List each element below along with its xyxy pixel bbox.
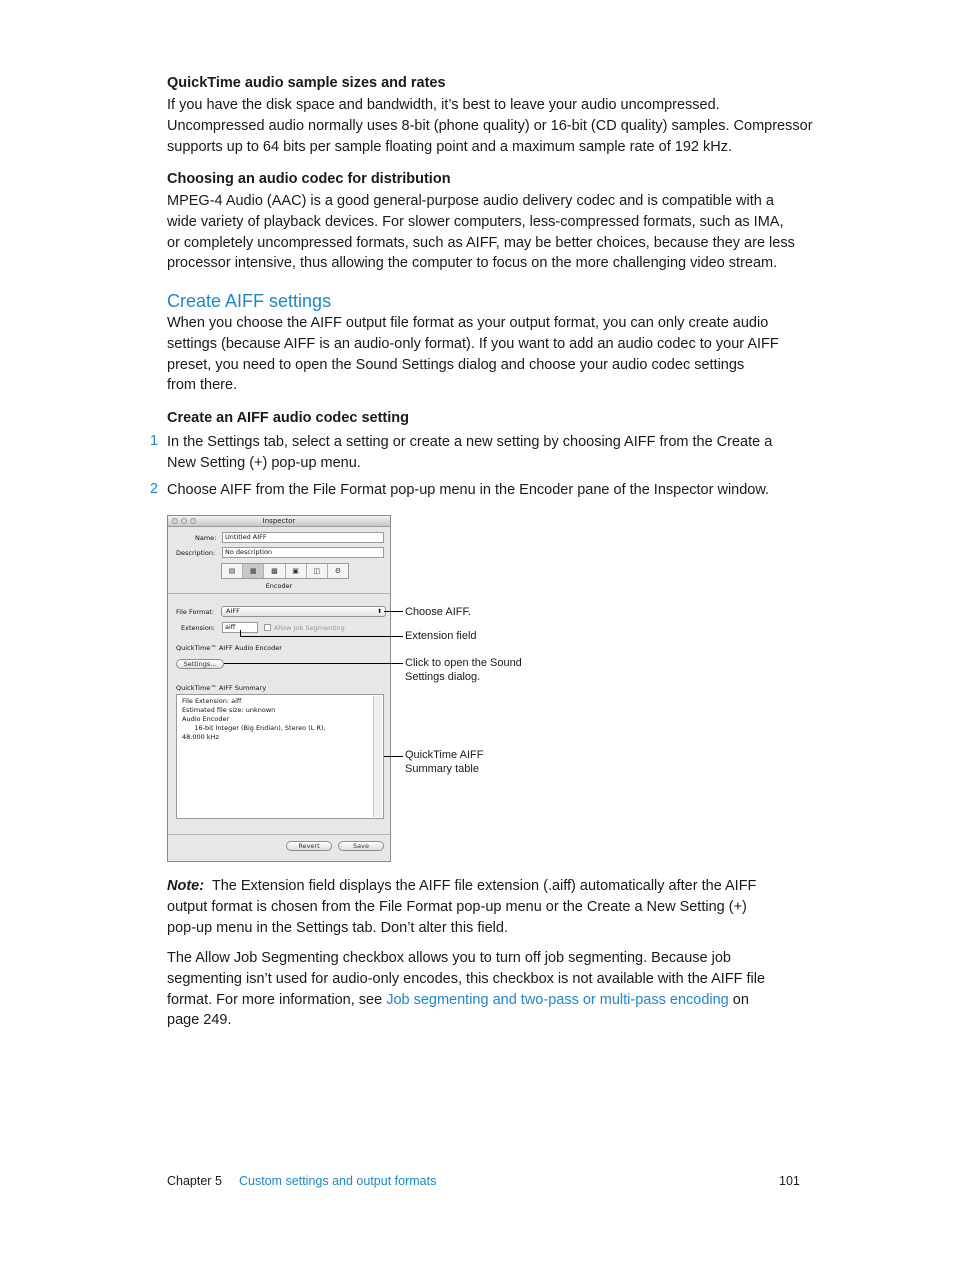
extension-label: Extension: (181, 624, 216, 632)
section-heading-audio-codec: Choosing an audio codec for distribution (167, 171, 451, 187)
save-button[interactable]: Save (338, 841, 384, 851)
callout-line-text: Settings dialog. (405, 671, 481, 683)
text-line (167, 990, 765, 1011)
revert-button[interactable]: Revert (286, 841, 332, 851)
file-format-value: AIFF (226, 607, 240, 615)
text-line: New Setting (+) pop-up menu. (167, 454, 361, 471)
procedure-heading: Create an AIFF audio codec setting (167, 410, 409, 426)
step-text: Choose AIFF from the File Format pop-up menu in the Encoder pane of the Inspector window. (167, 482, 770, 498)
paragraph-sample-sizes (167, 95, 813, 157)
audio-encoder-section-label: QuickTime™ AIFF Audio Encoder (176, 644, 282, 652)
actions-tab-icon[interactable]: ⚙ (334, 567, 342, 575)
text-line: from there. (167, 377, 238, 394)
callout-line-text: Summary table (405, 763, 479, 775)
callout-choose-aiff: Choose AIFF. (405, 606, 472, 618)
window-titlebar (168, 516, 390, 527)
paragraph-create-aiff (167, 313, 779, 396)
text-line: supports up to 64 bits per sample floating point and a maximum sample rate of 192 kHz. (167, 138, 732, 155)
divider (168, 593, 390, 594)
text-line: Uncompressed audio normally uses 8-bit (phone quality) or 16-bit (CD quality) samples. Compressor (167, 117, 813, 134)
job-segmenting-link[interactable]: Job segmenting and two-pass or multi-pass encoding (386, 991, 729, 1008)
page-number: 101 (779, 1174, 800, 1188)
segmenting-paragraph (167, 948, 765, 1031)
step-number: 2 (150, 481, 159, 497)
extension-field[interactable]: aiff (222, 622, 258, 633)
summary-line: File Extension: aiff (182, 697, 242, 705)
callout-leader (384, 611, 403, 612)
text-line: segmenting isn’t used for audio-only encodes, this checkbox is not available with the AIFF file (167, 970, 766, 987)
text-line: processor intensive, thus allowing the computer to focus on the more challenging video stream. (167, 255, 778, 272)
callout-leader (224, 663, 403, 664)
footer-chapter-link[interactable]: Custom settings and output formats (239, 1174, 437, 1188)
footer-chapter: Chapter 5 (167, 1174, 222, 1188)
filters-tab-icon[interactable]: ▣ (286, 564, 307, 578)
text-line: pop-up menu in the Settings tab. Don’t alter this field. (167, 919, 508, 936)
inspector-tabs (221, 563, 349, 579)
settings-button[interactable]: Settings... (176, 659, 224, 669)
file-format-label: File Format: (176, 608, 215, 616)
paragraph-audio-codec (167, 191, 795, 274)
text-line: output format is chosen from the File Format pop-up menu or the Create a New Setting (+) (167, 898, 747, 915)
summary-section-label: QuickTime™ AIFF Summary (176, 684, 267, 692)
text-line: The Allow Job Segmenting checkbox allows you to turn off job segmenting. Because job (167, 950, 731, 966)
allow-job-segmenting-label: Allow Job Segmenting (274, 624, 345, 632)
text-line: wide variety of playback devices. For slower computers, less-compressed formats, such as IMA, (167, 213, 784, 230)
file-format-popup[interactable] (221, 606, 386, 617)
text-line: MPEG-4 Audio (AAC) is a good general-purpose audio delivery codec and is compatible with a (167, 193, 774, 209)
summary-table[interactable] (176, 694, 384, 819)
step-number: 1 (150, 433, 159, 449)
callout-line-text: QuickTime AIFF (405, 749, 484, 761)
name-label: Name: (195, 534, 217, 542)
inspector-window (167, 515, 391, 862)
note-paragraph (167, 876, 756, 938)
page-title: Create AIFF settings (167, 291, 332, 311)
note-label: Note: (167, 878, 205, 894)
callout-leader (240, 636, 403, 637)
summary-tab-icon[interactable]: ▤ (222, 564, 243, 578)
callout-summary-table (405, 748, 483, 776)
callout-sound-settings (405, 656, 522, 684)
step-text (167, 432, 772, 474)
text-line: page 249. (167, 1012, 232, 1029)
text-span: format. For more information, see (167, 991, 387, 1008)
text-line: preset, you need to open the Sound Settings dialog and choose your audio codec settings (167, 356, 745, 373)
note-text: The Extension field displays the AIFF file extension (.aiff) automatically after the AIFF (211, 878, 757, 894)
divider (168, 834, 390, 835)
callout-line-text: Click to open the Sound (405, 657, 522, 669)
text-line: When you choose the AIFF output file format as your output format, you can only create audio (167, 315, 769, 331)
callout-leader (384, 756, 403, 757)
frame-controls-tab-icon[interactable]: ▩ (264, 564, 285, 578)
text-span: on (728, 991, 749, 1008)
window-title: Inspector (262, 517, 296, 525)
summary-line: 48.000 kHz (182, 733, 219, 741)
allow-job-segmenting-checkbox[interactable] (264, 624, 271, 631)
geometry-tab-icon[interactable]: ◫ (307, 564, 328, 578)
summary-line: Estimated file size: unknown (182, 706, 276, 714)
text-line (167, 876, 756, 897)
popup-arrows-icon: ⬍ (376, 608, 382, 615)
text-line: If you have the disk space and bandwidth, it’s best to leave your audio uncompressed. (167, 97, 720, 113)
callout-extension-field: Extension field (405, 630, 477, 642)
summary-line: Audio Encoder (182, 715, 230, 723)
name-field[interactable]: Untitled AIFF (222, 532, 384, 543)
summary-scrollbar[interactable] (373, 696, 382, 817)
section-heading-sample-sizes: QuickTime audio sample sizes and rates (167, 75, 446, 91)
text-line: settings (because AIFF is an audio-only format). If you want to add an audio codec to your AIFF (167, 335, 779, 352)
description-field[interactable]: No description (222, 547, 384, 558)
text-line: or completely uncompressed formats, such as AIFF, may be better choices, because they are less (167, 234, 795, 251)
encoder-tab-icon[interactable]: ▦ (243, 564, 264, 578)
encoder-tab-label: Encoder (265, 582, 293, 590)
description-label: Description: (176, 549, 216, 557)
summary-line: 16-bit Integer (Big Endian), Stereo (L R), (182, 724, 326, 732)
text-line: In the Settings tab, select a setting or create a new setting by choosing AIFF from the Create a (167, 434, 773, 450)
